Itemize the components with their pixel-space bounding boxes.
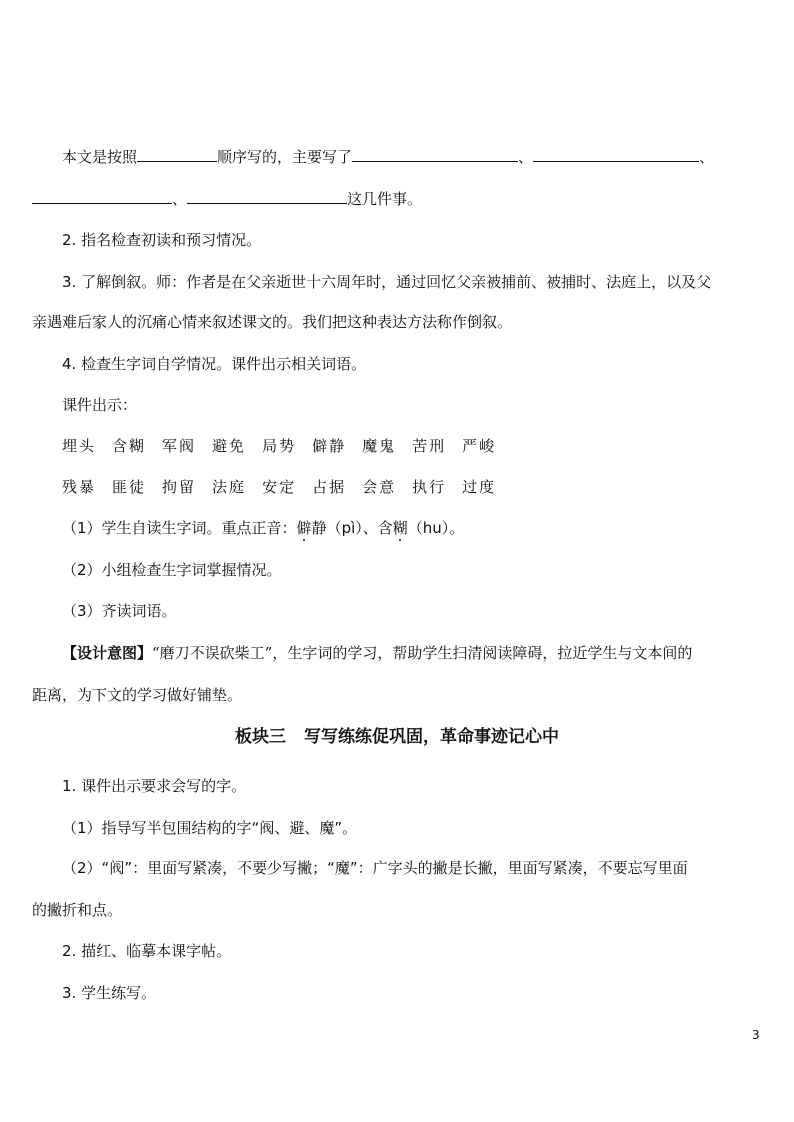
vocab-word: 占据 [312, 478, 347, 496]
vocab-word: 僻静 [312, 437, 347, 455]
vocab-word: 过度 [462, 478, 497, 496]
vocab-word: 埋头 [62, 437, 97, 455]
vocab-word: 会意 [362, 478, 397, 496]
vocab-row-1 [62, 436, 512, 456]
vocab-word: 严峻 [462, 437, 497, 455]
write-step-1a: （1）指导写半包围结构的字“阀、避、魔”。 [62, 819, 358, 837]
page-number: 3 [752, 1028, 760, 1042]
write-step-3: 3. 学生练写。 [62, 984, 157, 1002]
vocab-word: 魔鬼 [362, 437, 397, 455]
dotted-char: 糊 [392, 519, 408, 537]
text-suffix: 这几件事。 [347, 190, 423, 208]
fill-blank-line-1 [62, 146, 714, 167]
text: （hu）。 [407, 519, 465, 537]
step-4: 4. 检查生字词自学情况。课件出示相关词语。 [62, 355, 367, 373]
section-number: 板块三 [235, 727, 286, 747]
text-mid: 顺序写的，主要写了 [217, 148, 353, 166]
vocab-word: 含糊 [112, 437, 147, 455]
text: 静（pì）、含 [311, 519, 393, 537]
text: （1）学生自读生字词。重点正音： [62, 519, 297, 537]
design-intent-line-2: 距离，为下文的学习做好铺垫。 [32, 686, 243, 704]
blank-event-4 [187, 188, 347, 204]
sub-step-2: （2）小组检查生字词掌握情况。 [62, 561, 282, 579]
blank-event-3 [32, 188, 172, 204]
separator: 、 [172, 190, 188, 208]
design-intent-line-1 [62, 643, 692, 663]
blank-order [137, 146, 217, 162]
vocab-word: 安定 [262, 478, 297, 496]
section-title: 写写练练促巩固，革命事迹记心中 [304, 727, 559, 747]
design-label: 【设计意图】 [62, 644, 153, 662]
vocab-row-2 [62, 477, 512, 497]
sub-step-3: （3）齐读词语。 [62, 602, 177, 620]
vocab-word: 局势 [262, 437, 297, 455]
vocab-word: 匪徒 [112, 478, 147, 496]
blank-event-2 [533, 146, 699, 162]
separator: 、 [699, 148, 715, 166]
vocab-word: 法庭 [212, 478, 247, 496]
text-prefix: 本文是按照 [62, 148, 138, 166]
blank-event-1 [352, 146, 518, 162]
vocab-word: 拘留 [162, 478, 197, 496]
vocab-word: 执行 [412, 478, 447, 496]
courseware-label: 课件出示： [62, 396, 138, 414]
write-step-1b-line-2: 的撇折和点。 [32, 901, 123, 919]
sub-step-1 [62, 518, 464, 538]
vocab-word: 避免 [212, 437, 247, 455]
vocab-word: 军阀 [162, 437, 197, 455]
vocab-word: 残暴 [62, 478, 97, 496]
write-step-1b-line-1: （2）“阀”：里面写紧凑，不要少写撇；“魔”：广字头的撇是长撇，里面写紧凑，不要忘写里面 [62, 859, 688, 877]
step-3-line-2: 亲遇难后家人的沉痛心情来叙述课文的。我们把这种表达方法称作倒叙。 [32, 313, 513, 331]
fill-blank-line-2 [32, 188, 422, 209]
section-heading [0, 726, 794, 748]
dotted-char: 僻 [296, 519, 312, 537]
step-3-line-1: 3. 了解倒叙。师：作者是在父亲逝世十六周年时，通过回忆父亲被捕前、被捕时、法庭上，以及父 [62, 273, 712, 291]
vocab-word: 苦刑 [412, 437, 447, 455]
design-text: “磨刀不误砍柴工”，生字词的学习，帮助学生扫清阅读障碍，拉近学生与文本间的 [152, 644, 693, 662]
step-2: 2. 指名检查初读和预习情况。 [62, 231, 262, 249]
write-step-2: 2. 描红、临摹本课字帖。 [62, 942, 232, 960]
separator: 、 [518, 148, 534, 166]
write-step-1: 1. 课件出示要求会写的字。 [62, 777, 247, 795]
